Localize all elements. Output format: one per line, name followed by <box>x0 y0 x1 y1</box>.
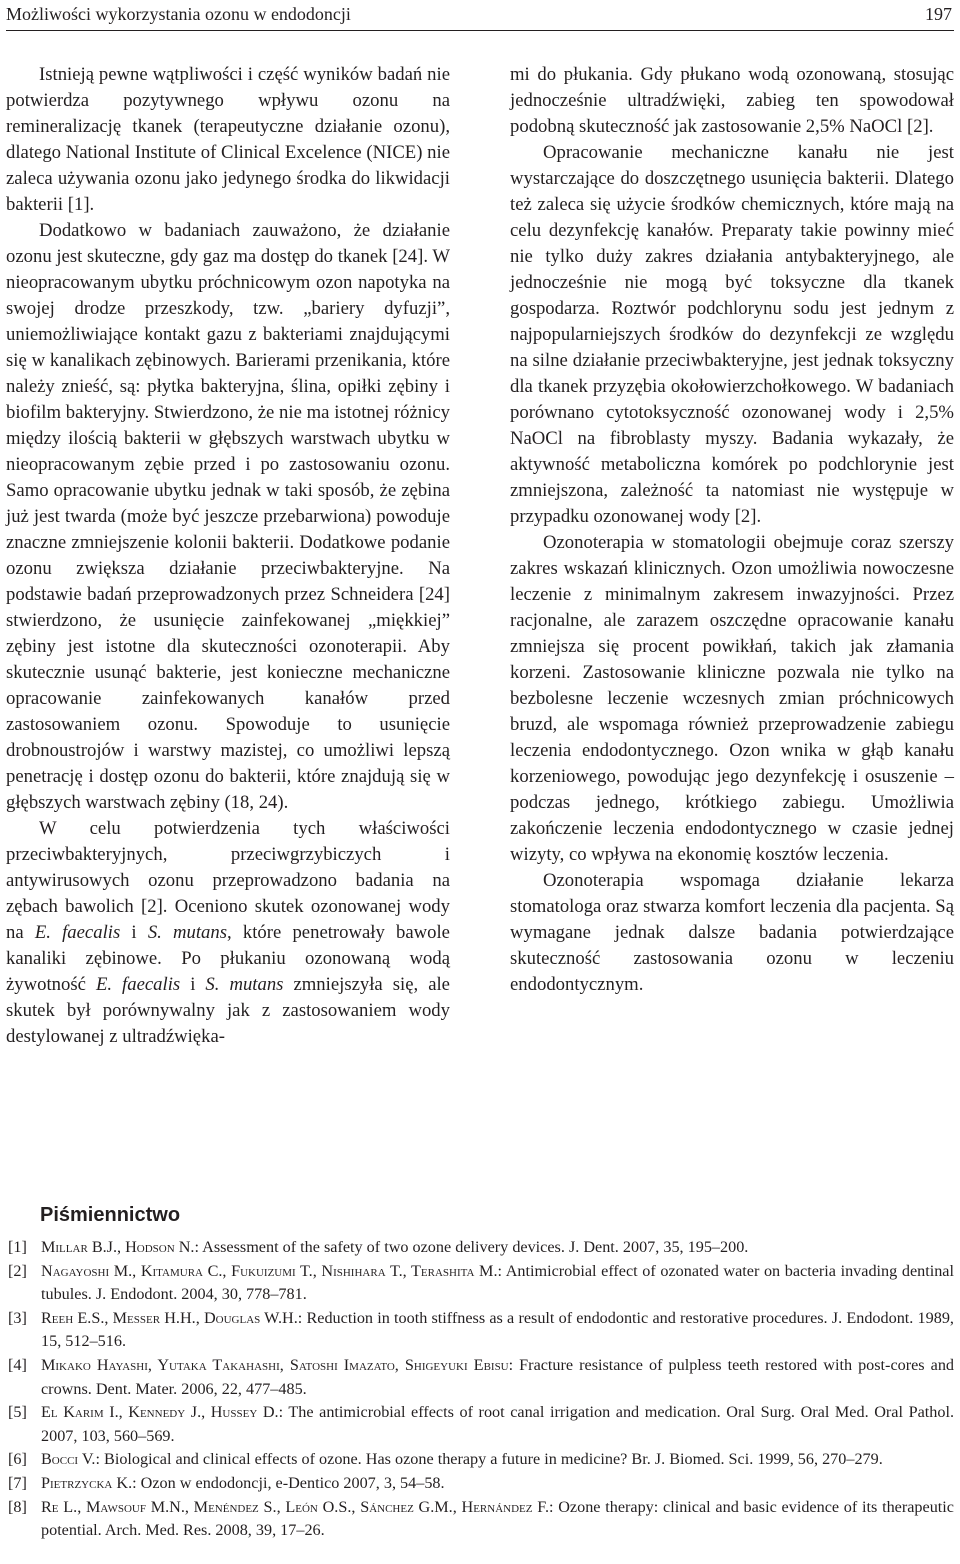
running-title: Możliwości wykorzystania ozonu w endodoncji <box>6 4 351 24</box>
reference-authors: Reeh E.S., Messer H.H., Douglas W.H. <box>41 1308 298 1327</box>
reference-number: [8] <box>8 1497 27 1516</box>
reference-details: : Ozon w endodoncji, e-Dentico 2007, 3, 54–58. <box>132 1473 445 1492</box>
paragraph: Ozonoterapia w stomatologii obejmuje coraz szerszy zakres wskazań klinicznych. Ozon umożliwia nowoczesne leczenie z minimalnym zakresem inwazyjności. Przez racjonalne, ale zarazem oszczędne opracowanie kanału zmniejsza się procent powikłań, takich jak złamania korzeni. Zastosowanie kliniczne pozwala nie tylko na bezbolesne leczenie wczesnych zmian próchnicowych bruzd, ale wspomaga również przeprowadzenie zabiegu leczenia endodontycznego. Ozon wnika w głąb kanału korzeniowego, powodując jego dezynfekcję i osuszenie – podczas jednego, krótkiego zabiegu. Umożliwia zakończenie leczenia endodontycznego w czasie jednej wizyty, co wpływa na ekonomię kosztów leczenia. <box>510 532 954 865</box>
paragraph <box>6 816 450 1050</box>
reference-details: : Fracture resistance of pulpless teeth restored with post-cores and crowns. Dent. Mater. 2006, 22, 477–485. <box>41 1355 955 1398</box>
reference-authors: Pietrzycka K. <box>41 1473 133 1492</box>
paragraph: Dodatkowo w badaniach zauważono, że działanie ozonu jest skuteczne, gdy gaz ma dostęp do tkanek [24]. W nieopracowanym ubytku próchnicowym ozon napotyka na swojej drodze przeszkody, tzw. „bariery dyfuzji”, uniemożliwiające kontakt gazu z bakteriami znajdującymi się w kanalikach zębinowych. Barierami przenikania, które należy znieść, są: płytka bakteryjna, ślina, opiłki zębiny i biofilm bakteryjny. Stwierdzono, że nie ma istotnej różnicy między ilością bakterii w głębszych warstwach ubytku w nieopracowanym zębie przed i po zastosowaniu ozonu. Samo opracowanie ubytku jednak w taki sposób, że zębina już jest twarda (może być jeszcze przebarwiona) powoduje znaczne zmniejszenie kolonii bakterii. Dodatkowe podanie ozonu zwiększa działanie przeciwbakteryjne. Na podstawie badań przeprowadzonych przez Schneidera [24] stwierdzono, że usunięcie zainfekowanej „miękkiej” zębiny jest istotne dla skuteczności ozonoterapii. Aby skutecznie usunąć bakterie, jest konieczne mechaniczne opracowanie zainfekowanych kanałów przed zastosowaniem ozonu. Spowoduje to usunięcie drobnoustrojów i warstwy mazistej, co umożliwi lepszą penetrację i dostęp ozonu do bakterii, które znajdują się w głębszych warstwach zębiny (18, 24). <box>6 220 450 813</box>
reference-item <box>8 1260 954 1307</box>
species-name: S. mutans <box>205 974 284 995</box>
paragraph: Istnieją pewne wątpliwości i część wyników badań nie potwierdza pozytywnego wpływu ozonu na remineralizację tkanek (terapeutyczne działanie ozonu), dlatego National Institute of Clinical Excelence (NICE) nie zaleca używania ozonu jako jedynego środka do likwidacji bakterii [1]. <box>6 64 450 215</box>
reference-number: [3] <box>8 1308 27 1327</box>
reference-number: [4] <box>8 1355 27 1374</box>
reference-details: : Biological and clinical effects of ozone. Has ozone therapy a future in medicine? Br. J. Biomed. Sci. 1999, 56, 270–279. <box>95 1450 883 1469</box>
reference-number: [7] <box>8 1473 27 1492</box>
reference-item <box>8 1448 954 1472</box>
reference-authors: Nagayoshi M., Kitamura C., Fukuizumi T., Nishihara T., Terashita M. <box>41 1261 498 1280</box>
reference-details: : The antimicrobial effects of root canal irrigation and medication. Oral Surg. Oral Med. Oral Pathol. 2007, 103, 560–569. <box>41 1403 954 1445</box>
reference-number: [6] <box>8 1450 27 1469</box>
text-run: i <box>120 922 148 943</box>
text-run: , które penetrowały bawole kanaliki zębinowe. Po płukaniu ozonowaną wodą żywotność <box>6 922 450 995</box>
reference-authors: Bocci V. <box>41 1450 96 1469</box>
reference-item <box>8 1472 954 1496</box>
species-name: S. mutans <box>147 922 228 943</box>
reference-item <box>8 1354 954 1401</box>
paragraph: Opracowanie mechaniczne kanału nie jest wystarczające do doszczętnego usunięcia bakterii. Dlatego też zaleca się użycie środków chemicznych, które mają na celu dezynfekcję kanałów. Preparaty takie powinny mieć nie tylko duży zakres działania antybakteryjnego, ale jednocześnie nie mogą być toksyczne dla tkanek gospodarza. Roztwór podchlorynu sodu jest jednym z najpopularniejszych środków do dezynfekcji ze względu na silne działanie przeciwbakteryjne, jest jednak toksyczny dla tkanek przyzębia okołowierzchołkowego. W badaniach porównano cytotoksyczność ozonowanej wody i 2,5% NaOCl na fibroblasty myszy. Badania wykazały, że aktywność metaboliczna komórek po podchlorynie jest zmniejszona, zależność ta natomiast nie występuje w przypadku ozonowanej wody [2]. <box>510 142 954 527</box>
reference-list <box>8 1236 954 1543</box>
right-column <box>510 62 954 998</box>
reference-details: : Assessment of the safety of two ozone delivery devices. J. Dent. 2007, 35, 195–200. <box>194 1238 749 1256</box>
text-run: W celu potwierdzenia tych właściwości przeciwbakteryjnych, przeciwgrzybiczych i antywirusowych ozonu przeprowadzono badania na zębach bawolich [2]. Oceniono skutek ozonowanej wody na <box>6 818 450 943</box>
running-header <box>6 0 954 31</box>
reference-number: [2] <box>8 1261 27 1280</box>
reference-item <box>8 1236 954 1260</box>
reference-number: [5] <box>8 1403 27 1422</box>
text-run: i <box>180 974 206 995</box>
species-name: E. faecalis <box>34 922 121 943</box>
reference-authors: Re L., Mawsouf M.N., Menéndez S., León O.S., Sánchez G.M., Hernández F. <box>41 1497 549 1516</box>
text-run: zmniejszyła się, ale skutek był porównywalny jak z zastosowaniem wody destylowanej z ultradźwięka- <box>6 974 450 1047</box>
references-heading: Piśmiennictwo <box>40 1204 181 1226</box>
left-column <box>6 62 450 1050</box>
reference-details: : Antimicrobial effect of ozonated water on bacteria invading dentinal tubules. J. Endodont. 2004, 30, 778–781. <box>41 1261 954 1304</box>
reference-number: [1] <box>8 1238 27 1256</box>
reference-item <box>8 1307 954 1354</box>
page-number: 197 <box>925 4 952 24</box>
paragraph-continued: mi do płukania. Gdy płukano wodą ozonowaną, stosując jednocześnie ultradźwięki, zabieg ten spowodował podobną skuteczność jak zastosowanie 2,5% NaOCl [2]. <box>510 64 954 137</box>
reference-item <box>8 1401 954 1448</box>
reference-authors: Millar B.J., Hodson N. <box>41 1238 195 1256</box>
reference-details: : Ozone therapy: clinical and basic evidence of its therapeutic potential. Arch. Med. Res. 2008, 39, 17–26. <box>41 1497 954 1540</box>
reference-authors: Mikako Hayashi, Yutaka Takahashi, Satoshi Imazato, Shigeyuki Ebisu <box>41 1355 509 1374</box>
reference-item <box>8 1496 954 1543</box>
species-name: E. faecalis <box>95 974 181 995</box>
paragraph: Ozonoterapia wspomaga działanie lekarza stomatologa oraz stwarza komfort leczenia dla pacjenta. Są wymagane jednak dalsze badania potwierdzające skuteczność zastosowania ozonu w leczeniu endodontycznym. <box>510 870 954 995</box>
reference-details: : Reduction in tooth stiffness as a result of endodontic and restorative procedures. J. Endodont. 1989, 15, 512–516. <box>41 1308 954 1351</box>
reference-authors: El Karim I., Kennedy J., Hussey D. <box>41 1403 279 1422</box>
